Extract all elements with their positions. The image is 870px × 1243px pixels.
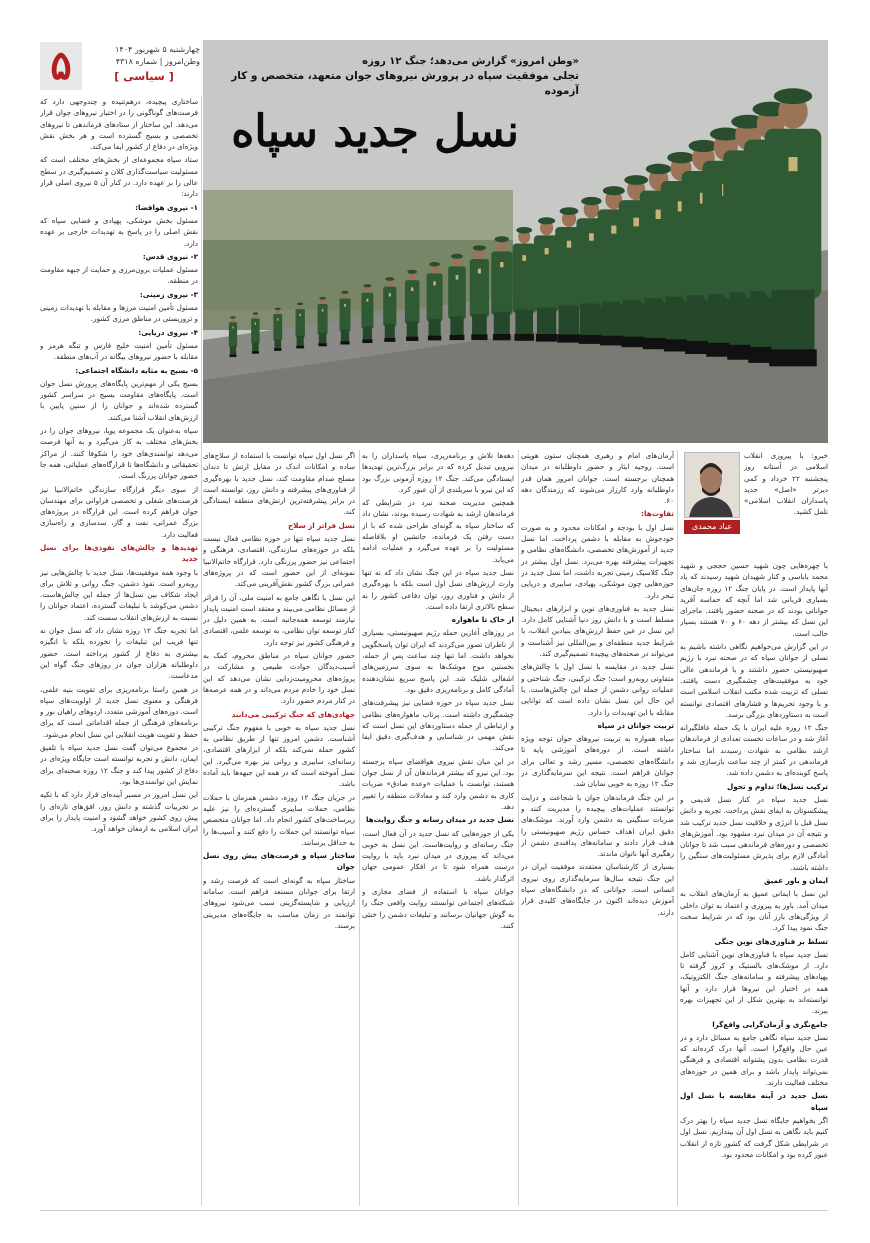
subheading: تفاوت‌ها: xyxy=(641,509,674,519)
soldier-figure xyxy=(251,312,259,353)
article-column-3 xyxy=(362,450,514,1206)
paragraph: نسل جدید سپاه با فناوری‌های نوین آشنایی کامل دارد. از موشک‌های بالستیک و کروز گرفته تا پهپادهای پیشرفته و سامانه‌های جنگ الکترونیک، همه در اختیار این نیروها قرار دارد و آنها توانسته‌اند به بهترین شکل از این تجهیزات بهره ببرند. xyxy=(680,949,828,1016)
paragraph: ستاد سپاه مجموعه‌ای از بخش‌های مختلف است که مسئولیت سیاست‌گذاری کلان و تصمیم‌گیری در سطح عالی را بر عهده دارد. در کنار آن ۵ نیروی اصلی قرار دارند: xyxy=(40,155,198,199)
subheading: ۲- نیروی قدس: xyxy=(142,251,198,261)
paragraph: سپاه همواره به تربیت نیروهای جوان توجه ویژه داشته است. از دوره‌های آموزشی پایه تا دانشگاه‌های تخصصی، مسیر رشد و تعالی برای جوانان فراهم است. نتیجه این سرمایه‌گذاری در جنگ ۱۲ روزه به خوبی نمایان شد. xyxy=(521,734,674,789)
paragraph: نسل جدید سپاه تنها در حوزه نظامی فعال نیست بلکه در حوزه‌های سازندگی، اقتصادی، فرهنگی و اجتماعی نیز حضور پررنگی دارد. قرارگاه خاتم‌الانبیا نمونه‌ای از این حضور است که در پروژه‌های عمرانی بزرگ کشور نقش‌آفرینی می‌کند. xyxy=(203,534,355,589)
author-name: عباد محمدی xyxy=(684,520,740,534)
paragraph: در جریان جنگ ۱۲ روزه، دشمن همزمان با حملات نظامی، حملات سایبری گسترده‌ای را نیز علیه زیرساخت‌های کشور انجام داد. اما جوانان متخصص سپاه توانستند این حملات را دفع کنند و آسیب‌ها را به حداقل برسانند. xyxy=(203,792,355,847)
soldier-figure xyxy=(318,297,328,346)
subheading: نسل جدید در میدان رسانه و جنگ روایت‌ها xyxy=(365,815,514,825)
paragraph: در این جنگ فرماندهان جوان با شجاعت و درایت توانستند عملیات‌های پیچیده را مدیریت کنند و ضربات سنگینی به دشمن وارد آورند. موشک‌های دقیق ایران اهداف حساس رژیم صهیونیستی را هدف قرار دادند و سامانه‌های پدافندی دشمن از رهگیری آنها ناتوان ماندند. xyxy=(521,792,674,859)
paragraph: در روزهای آغازین حمله رژیم صهیونیستی، بسیاری از ناظران تصور می‌کردند که ایران توان پاسخگویی نخواهد داشت. اما تنها چند ساعت پس از حمله، نخستین موج موشک‌ها به سوی سرزمین‌های اشغالی شلیک شد. این پاسخ سریع نشان‌دهنده آمادگی کامل و برنامه‌ریزی دقیق بود. xyxy=(362,628,514,694)
paragraph: نسل جدید سپاه در حوزه فضایی نیز پیشرفت‌های چشمگیری داشته است. پرتاب ماهواره‌های نظامی و ارتباطی از جمله دستاوردهای این نسل است که نقش مهمی در شناسایی و هدف‌گیری دقیق ایفا می‌کند. xyxy=(362,698,514,753)
column-divider xyxy=(518,450,519,1206)
issue-date: چهارشنبه ۵ شهریور ۱۴۰۴ xyxy=(115,45,200,54)
paragraph: نسل جدید سپاه در این جنگ نشان داد که نه تنها وارث ارزش‌های نسل اول است بلکه با بهره‌گیری از دانش و فناوری روز، توان دفاعی کشور را به سطح بالاتری ارتقا داده است. xyxy=(362,567,514,611)
soldier-figure xyxy=(405,270,419,341)
subheading: ۵- بسیج به مثابه دانشگاه اجتماعی: xyxy=(75,365,198,375)
column-divider xyxy=(677,450,678,1206)
soldier-figure xyxy=(513,227,536,341)
paragraph: این نسل امروز در مسیر آینده‌ای قرار دارد که با تکیه بر تجربیات گذشته و دانش روز، افق‌های تازه‌ای را پیش روی کشور خواهد گشود و امنیت پایدار را برای ایران اسلامی به ارمغان خواهد آورد. xyxy=(40,790,198,834)
paragraph: همچنین مدیریت صحنه نبرد در شرایطی که فرماندهان ارشد به شهادت رسیده بودند، نشان داد که ساختار سپاه به گونه‌ای طراحی شده که با از دست رفتن یک فرمانده، جانشین او بلافاصله مسئولیت را بر عهده می‌گیرد و عملیات ادامه می‌یابد. xyxy=(362,498,514,564)
headline-kicker: «وطن امروز» گزارش می‌دهد؛ جنگ ۱۲ روزه xyxy=(362,56,579,67)
subheading: تسلط بر فناوری‌های نوین جنگی xyxy=(714,936,828,946)
soldier-figure xyxy=(361,284,373,343)
subheading: تربیت جوانان در سپاه xyxy=(597,720,674,730)
article-column-5 xyxy=(40,96,198,1206)
soldier-figure xyxy=(448,254,466,340)
paragraph: مسئول بخش موشکی، پهپادی و فضایی سپاه که نقش اصلی را در پاسخ به تهدیدات خارجی بر عهده دارد. xyxy=(40,215,198,248)
paragraph: ساختار سپاه به گونه‌ای است که فرصت رشد و ارتقا برای جوانان مستعد فراهم است. سامانه ارزیابی و شایسته‌گزینی سبب می‌شود نیروهای توانمند در زمان مناسب به جایگاه‌های مدیریتی برسند. xyxy=(203,875,355,930)
paragraph: با چهره‌هایی چون شهید حسین حججی و شهید محمد باباسی و کنار شهیدان شهید رسیدند که یاد آنها پایدار است. در پایان جنگ ۱۲ روزه جان‌های بسیاری قربانی شد اما آنچه که حماسه آفرید جوانانی بودند که در صحنه حضور یافتند. ماجرای این نسل که بیشتر از دهه ۶۰ و ۷۰ هستند بسیار جالب است. xyxy=(680,561,828,638)
paragraph: در همین راستا برنامه‌ریزی برای تقویت بنیه علمی، فرهنگی و معنوی نسل جدید از اولویت‌های سپاه است. دوره‌های آموزشی متعدد، اردوهای راهیان نور و برنامه‌های فرهنگی از جمله اقداماتی است که برای حفظ و تقویت هویت انقلابی این نسل انجام می‌شود. xyxy=(40,684,198,739)
paragraph: در این میان نقش نیروی هوافضای سپاه برجسته بود. این نیرو که بیشتر فرماندهان آن از نسل جوان هستند، توانست با عملیات «وعده صادق» ضربات کاری به دشمن وارد کند و معادلات منطقه را تغییر دهد. xyxy=(362,756,514,811)
subheading: نسل فراتر از سلاح xyxy=(287,520,355,530)
subheading: ۱- نیروی هوافضا: xyxy=(135,202,198,212)
paragraph: مسئول تأمین امنیت خلیج فارس و تنگه هرمز و مقابله با حضور نیروهای بیگانه در آب‌های منطقه. xyxy=(40,340,198,362)
paragraph: در مجموع می‌توان گفت نسل جدید سپاه با تلفیق ایمان، دانش و تجربه توانسته است جایگاه ویژه‌ای در دفاع از کشور پیدا کند و جنگ ۱۲ روزه صحنه‌ای برای نمایش این توانمندی‌ها بود. xyxy=(40,743,198,786)
paragraph: از سوی دیگر قرارگاه سازندگی خاتم‌الانبیا نیز فرصت‌های شغلی و تخصصی فراوانی برای مهندسان جوان فراهم کرده است. این قرارگاه در پروژه‌های بزرگ عمرانی، نفت و گاز، سدسازی و راه‌سازی فعالیت دارد. xyxy=(40,484,198,539)
subheading: ترکیب نسل‌ها؛ تداوم و تحول xyxy=(726,781,828,791)
paragraph: بسیج یکی از مهم‌ترین پایگاه‌های پرورش نسل جوان است. پایگاه‌های مقاومت بسیج در سراسر کشور گسترده شده‌اند و جوانان را از سنین پایین با ارزش‌های انقلاب آشنا می‌کنند. xyxy=(40,378,198,422)
subheading: ۴- نیروی دریایی: xyxy=(138,327,198,337)
masthead xyxy=(40,42,200,90)
issue-number: وطن‌امروز | شماره ۴۳۱۸ xyxy=(115,57,200,66)
author-avatar xyxy=(684,452,740,518)
subheading: ایمان و باور عمیق xyxy=(764,876,828,886)
article-column-2 xyxy=(521,450,674,1206)
column-divider xyxy=(201,96,202,1206)
article-column-4 xyxy=(203,450,355,1206)
masthead-info xyxy=(88,44,200,68)
paragraph: مسئول عملیات برون‌مرزی و حمایت از جبهه مقاومت در منطقه. xyxy=(40,265,198,286)
subheading: ساختار سپاه و فرصت‌های پیش روی نسل جوان xyxy=(203,851,355,872)
subheading: تهدیدها و چالش‌های نفوذی‌ها برای نسل جدید xyxy=(40,542,198,564)
paragraph: نسل جدید در مقایسه با نسل اول با چالش‌های متفاوتی روبه‌رو است؛ جنگ ترکیبی، جنگ شناختی و عملیات روانی دشمن از جمله این چالش‌هاست. با این حال این نسل نشان داده است که توانایی مقابله با این تهدیدات را دارد. xyxy=(521,662,674,717)
hero-photo xyxy=(203,40,828,443)
hero-headline xyxy=(219,54,579,159)
paragraph: آرمان‌های امام و رهبری همچنان ستون هویتی است. روحیه ایثار و حضور داوطلبانه در میدان همچنان برجسته است. جوانان امروز همان قدر داوطلبانه وارد کارزار می‌شوند که رزمندگان دهه ۶۰. xyxy=(521,451,674,506)
paragraph: این نسل با ایمانی عمیق به آرمان‌های انقلاب به میدان آمد. باور به پیروزی و اعتماد به توان داخلی از ویژگی‌های بارز آنان بود که در شرایط سخت جنگ نمود پیدا کرد. xyxy=(680,889,828,933)
soldier-figure xyxy=(427,262,443,340)
article-column-1 xyxy=(680,560,828,1206)
paragraph: سپاه به‌عنوان یک مجموعه پویا، نیروهای جوان را در بخش‌های مختلف به کار می‌گیرد و به آنها فرصت می‌دهد توانمندی‌های خود را شکوفا کنند. از مراکز تحقیقاتی و دانشگاه‌ها تا قرارگاه‌های عملیاتی، همه جا حضور جوانان پررنگ است. xyxy=(40,426,198,481)
paragraph: اگر بخواهیم جایگاه نسل جدید سپاه را بهتر درک کنیم باید نگاهی به نسل اول آن بیندازیم. نسل اول در شرایطی شکل گرفت که کشور تازه از انقلاب عبور کرده بود و امکانات محدود بود. xyxy=(680,1115,828,1159)
paragraph: جوانان سپاه با استفاده از فضای مجازی و شبکه‌های اجتماعی توانستند روایت واقعی جنگ را به گوش جهانیان برسانند و تبلیغات دشمن را خنثی کنند. xyxy=(362,886,514,930)
soldier-figure xyxy=(340,291,351,345)
paragraph: نسل جدید سپاه در کنار نسل قدیمی و پیشکسوتان به ایفای نقش پرداخت. تجربه و دانش نسل قبل با انرژی و خلاقیت نسل جدید ترکیب شد و نتیجه آن در میدان نبرد مشهود بود. آموزش‌های تخصصی و دوره‌های فرماندهی سبب شد تا جوانان آمادگی لازم برای پذیرش مسئولیت‌های سنگین را داشته باشند. xyxy=(680,794,828,872)
paragraph: اگر نسل اول سپاه توانست با استفاده از سلاح‌های ساده و امکانات اندک در مقابل ارتش تا دندان مسلح صدام مقاومت کند، نسل جدید با بهره‌گیری از فناوری‌های پیشرفته و دانش روز، توانسته است در برابر پیشرفته‌ترین ارتش‌های منطقه ایستادگی کند. xyxy=(203,451,355,517)
paragraph: دهه‌ها تلاش و برنامه‌ریزی، سپاه پاسداران را به نیرویی تبدیل کرده که در برابر بزرگ‌ترین تهدیدها ایستادگی می‌کند. جنگ ۱۲ روزه آزمونی بزرگ بود که این نیرو با سربلندی از آن عبور کرد. xyxy=(362,451,514,494)
paragraph: نسل جدید سپاه به خوبی با مفهوم جنگ ترکیبی آشناست. دشمن امروز تنها از طریق نظامی به کشور حمله نمی‌کند بلکه از ابزارهای اقتصادی، رسانه‌ای، سایبری و روانی نیز بهره می‌گیرد. این نسل آموخته است که در همه این جبهه‌ها باید آماده باشد. xyxy=(203,722,355,789)
paragraph: در این گزارش می‌خواهیم نگاهی داشته باشیم به نسلی از جوانان سپاه که در صحنه نبرد با رژیم صهیونیستی حضور داشتند و با فرماندهی عالی خود به موفقیت‌های چشمگیری دست یافتند. نسلی که تربیت شده مکتب انقلاب اسلامی است و با وجود تحریم‌ها و فشارهای اقتصادی توانسته است به دستاوردهای بزرگی برسد. xyxy=(680,642,828,719)
page-number: ۵ xyxy=(40,42,82,90)
soldier-figure xyxy=(273,308,282,351)
paragraph: نسل جدید سپاه نگاهی جامع به مسائل دارد و در عین حال واقع‌گرا است. آنها درک کرده‌اند که قدرت نظامی بدون پشتوانه اقتصادی و فرهنگی نمی‌تواند پایدار باشد و برای همین در حوزه‌های مختلف فعالیت دارند. xyxy=(680,1032,828,1088)
subheading: ۳- نیروی زمینی: xyxy=(139,289,198,299)
soldier-figure xyxy=(470,245,489,340)
paragraph: ساختاری پیچیده، درهم‌تنیده و چندوجهی دارد که فرصت‌های گوناگونی را در اختیار نیروهای جوان قرار می‌دهد. این ساختار از ستادهای فرماندهی تا نیروهای تخصصی و بسیج گسترده است و هر بخش نقش ویژه‌ای در دفاع از کشور ایفا می‌کند. xyxy=(40,97,198,152)
subheading: جهادی‌های که جنگ ترکیبی می‌دانند xyxy=(231,709,355,719)
subheading: از خاک تا ماهواره xyxy=(451,615,514,625)
soldier-figure xyxy=(296,302,305,348)
paragraph: جنگ ۱۲ روزه علیه ایران با یک حمله غافلگیرانه آغاز شد و در ساعات نخست تعدادی از فرماندهان ارشد نظامی به شهادت رسیدند اما ساختار فرماندهی در کمتر از چند ساعت بازسازی شد و پاسخ کوبنده‌ای به دشمن داده شد. xyxy=(680,723,828,778)
column-divider xyxy=(359,450,360,1206)
paragraph: اما تجربه جنگ ۱۲ روزه نشان داد که نسل جوان نه تنها فریب این تبلیغات را نخورده بلکه با انگیزه بیشتری به دفاع از کشور پرداخته است. حضور داوطلبانه هزاران جوان در روزهای جنگ گواه این مدعاست. xyxy=(40,626,198,681)
soldier-figure xyxy=(229,316,237,357)
paragraph: نسل اول با بودجه و امکانات محدود و به صورت خودجوش به مقابله با دشمن پرداخت. اما نسل جدید از آموزش‌های تخصصی، دانشگاه‌های نظامی و تجهیزات پیشرفته بهره می‌برد. نسل اول بیشتر در جنگ کلاسیک زمینی تجربه داشت، اما نسل جدید در حوزه‌هایی چون موشکی، پهپادی، سایبری و دریایی تبحر دارد. xyxy=(521,522,674,600)
author-box xyxy=(680,450,828,554)
subheading: نسل جدید در آینه مقایسه با نسل اول سپاه xyxy=(680,1091,828,1112)
page-bottom-rule xyxy=(40,1210,828,1211)
paragraph: این نسل با نگاهی جامع به امنیت ملی، آن را فراتر از مسائل نظامی می‌بیند و معتقد است امنیت پایدار نیازمند توسعه همه‌جانبه است. به همین دلیل در کنار توسعه توان نظامی، به توسعه علمی، اقتصادی و فرهنگی کشور نیز توجه دارد. xyxy=(203,592,355,647)
headline-title: نسل جدید سپاه xyxy=(231,106,519,157)
paragraph: مسئول تأمین امنیت مرزها و مقابله با تهدیدات زمینی و تروریستی در مناطق مرزی کشور. xyxy=(40,303,198,324)
paragraph: یکی از حوزه‌هایی که نسل جدید در آن فعال است، جنگ رسانه‌ای و روایت‌هاست. این نسل به خوبی می‌داند که پیروزی در میدان نبرد باید با روایت درست همراه شود تا در افکار عمومی جهان اثرگذار باشد. xyxy=(362,828,514,883)
author-intro: خبرو: با پیروزی انقلاب اسلامی در آستانه روز پنجشنبه ۲۲ خرداد و کمی دیرتر «اصل» جدید پاسداران انقلاب اسلامی» تلمل کشید. xyxy=(744,451,829,517)
headline-subtitle: تجلی موفقیت سپاه در پرورش نیروهای جوان متعهد، متخصص و کار آزموده xyxy=(231,70,579,97)
person-icon xyxy=(684,453,739,518)
paragraph: بسیاری از کارشناسان معتقدند موفقیت ایران در این جنگ نتیجه سال‌ها سرمایه‌گذاری روی نیروی انسانی است. جوانانی که در دانشگاه‌های سپاه آموزش دیده‌اند اکنون در جایگاه‌های کلیدی قرار دارند. xyxy=(521,862,674,917)
paragraph: نسل جدید به فناوری‌های نوین و ابزارهای دیجیتال مسلط است و با دانش روز دنیا آشنایی کامل دارد. این نسل در عین حفظ ارزش‌های بنیادین انقلاب، با شرایط جدید منطقه‌ای و بین‌المللی نیز آشناست و می‌تواند در صحنه‌های پیچیده تصمیم‌گیری کند. xyxy=(521,603,674,659)
paragraph: با وجود همه موفقیت‌ها، نسل جدید با چالش‌هایی نیز روبه‌رو است. نفوذ دشمن، جنگ روانی و تلاش برای ایجاد شکاف بین نسل‌ها از جمله این چالش‌هاست. دشمن می‌کوشد با تبلیغات گسترده، اعتماد جوانان را نسبت به ارزش‌های انقلاب سست کند. xyxy=(40,567,198,622)
subheading: جامع‌نگری و آرمان‌گرایی واقع‌گرا xyxy=(712,1019,828,1029)
soldier-figure xyxy=(491,236,512,340)
section-label: [ سیاسی ] xyxy=(88,70,200,86)
soldier-figure xyxy=(383,277,396,342)
soldier-figure xyxy=(765,88,822,366)
paragraph: حضور جوانان سپاه در مناطق محروم، کمک به آسیب‌دیدگان حوادث طبیعی و مشارکت در پروژه‌های محرومیت‌زدایی نشان می‌دهد که این نسل خود را خادم مردم می‌داند و در همه عرصه‌ها در کنار مردم حضور دارد. xyxy=(203,651,355,706)
